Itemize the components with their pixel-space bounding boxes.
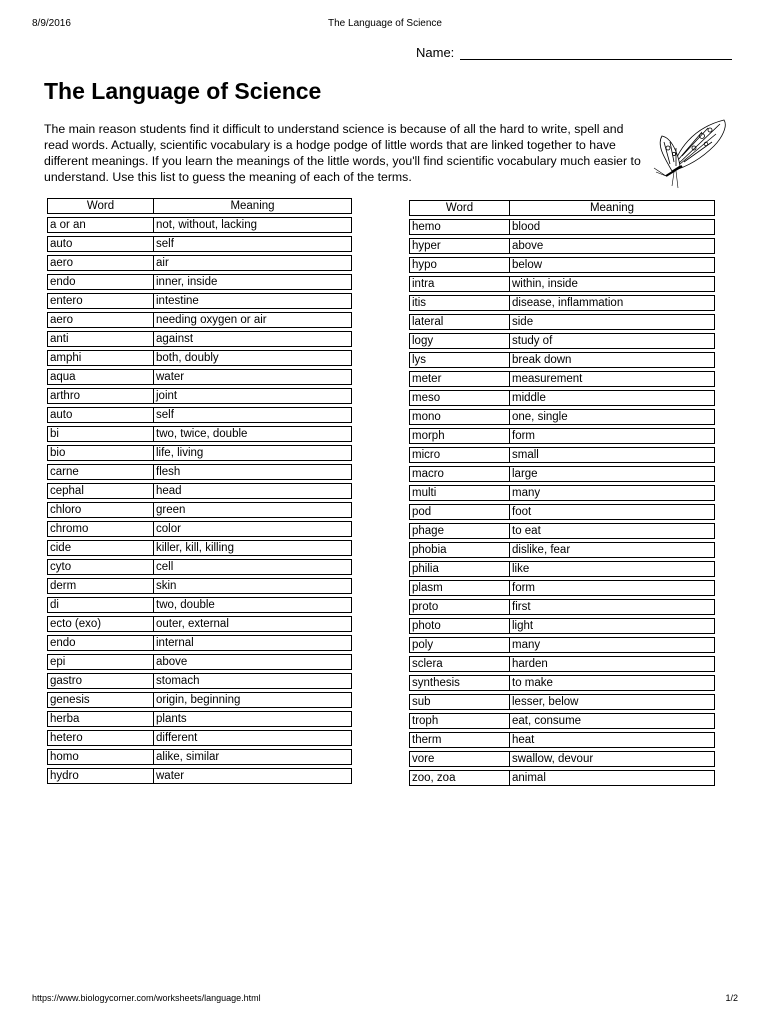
table-row (47, 540, 352, 556)
meaning-cell: origin, beginning (153, 692, 352, 708)
meaning-cell: above (509, 238, 715, 254)
meaning-cell: skin (153, 578, 352, 594)
name-blank-line (460, 45, 732, 60)
meaning-cell: air (153, 255, 352, 271)
table-row (47, 312, 352, 328)
table-row (409, 599, 715, 615)
table-row (47, 331, 352, 347)
word-cell: proto (409, 599, 509, 615)
word-cell: hyper (409, 238, 509, 254)
meaning-cell: to make (509, 675, 715, 691)
word-cell: carne (47, 464, 153, 480)
table-row (409, 238, 715, 254)
table-row (409, 314, 715, 330)
meaning-cell: form (509, 428, 715, 444)
word-cell: cyto (47, 559, 153, 575)
table-row (47, 407, 352, 423)
table-row (409, 656, 715, 672)
meaning-cell: foot (509, 504, 715, 520)
word-cell: hetero (47, 730, 153, 746)
table-row (47, 464, 352, 480)
meaning-cell: many (509, 637, 715, 653)
word-cell: di (47, 597, 153, 613)
word-cell: vore (409, 751, 509, 767)
meaning-cell: plants (153, 711, 352, 727)
meaning-cell: lesser, below (509, 694, 715, 710)
word-cell: poly (409, 637, 509, 653)
meaning-cell: against (153, 331, 352, 347)
word-cell: zoo, zoa (409, 770, 509, 786)
table-row (47, 483, 352, 499)
meaning-cell: both, doubly (153, 350, 352, 366)
table-row (47, 502, 352, 518)
table-row (47, 426, 352, 442)
table-row (409, 561, 715, 577)
table-row (47, 350, 352, 366)
meaning-cell: swallow, devour (509, 751, 715, 767)
word-cell: pod (409, 504, 509, 520)
word-column-header: Word (409, 200, 509, 216)
meaning-cell: cell (153, 559, 352, 575)
word-cell: anti (47, 331, 153, 347)
meaning-cell: alike, similar (153, 749, 352, 765)
word-cell: hemo (409, 219, 509, 235)
word-cell: multi (409, 485, 509, 501)
meaning-cell: water (153, 768, 352, 784)
meaning-cell: below (509, 257, 715, 273)
print-footer-page-number: 1/2 (725, 993, 738, 1003)
meaning-column-header: Meaning (153, 198, 352, 214)
meaning-cell: first (509, 599, 715, 615)
word-cell: morph (409, 428, 509, 444)
table-row (409, 257, 715, 273)
meaning-cell: flesh (153, 464, 352, 480)
meaning-cell: different (153, 730, 352, 746)
table-row (409, 428, 715, 444)
table-row (409, 618, 715, 634)
table-row (409, 732, 715, 748)
table-row (47, 217, 352, 233)
word-cell: endo (47, 274, 153, 290)
table-row (47, 673, 352, 689)
meaning-cell: dislike, fear (509, 542, 715, 558)
word-cell: epi (47, 654, 153, 670)
meaning-cell: measurement (509, 371, 715, 387)
meaning-cell: self (153, 407, 352, 423)
word-cell: sclera (409, 656, 509, 672)
meaning-cell: head (153, 483, 352, 499)
print-header-date: 8/9/2016 (32, 18, 71, 29)
word-cell: hydro (47, 768, 153, 784)
word-cell: entero (47, 293, 153, 309)
word-cell: chromo (47, 521, 153, 537)
print-footer-url: https://www.biologycorner.com/worksheets/language.html (32, 993, 261, 1003)
meaning-cell: many (509, 485, 715, 501)
word-column-header: Word (47, 198, 153, 214)
intro-paragraph: The main reason students find it difficult to understand science is because of all the hard to write, spell and read words. Actually, scientific vocabulary is a hodge podge of little words that are linked together to have different meanings. If you learn the meanings of the little words, you'll find scientific vocabulary much easier to understand. Use this list to guess the meaning of each of the terms. (44, 122, 641, 184)
meaning-cell: small (509, 447, 715, 463)
word-cell: meter (409, 371, 509, 387)
meaning-cell: blood (509, 219, 715, 235)
table-row (47, 635, 352, 651)
meaning-cell: two, twice, double (153, 426, 352, 442)
word-cell: itis (409, 295, 509, 311)
table-row (409, 504, 715, 520)
table-row (47, 521, 352, 537)
table-row (409, 333, 715, 349)
word-cell: gastro (47, 673, 153, 689)
word-cell: meso (409, 390, 509, 406)
word-cell: phobia (409, 542, 509, 558)
table-row (409, 751, 715, 767)
word-cell: homo (47, 749, 153, 765)
word-cell: macro (409, 466, 509, 482)
meaning-cell: harden (509, 656, 715, 672)
table-row (47, 597, 352, 613)
word-cell: photo (409, 618, 509, 634)
word-cell: auto (47, 236, 153, 252)
meaning-cell: animal (509, 770, 715, 786)
table-row (409, 675, 715, 691)
word-cell: plasm (409, 580, 509, 596)
word-cell: bio (47, 445, 153, 461)
meaning-cell: joint (153, 388, 352, 404)
word-cell: cide (47, 540, 153, 556)
meaning-cell: green (153, 502, 352, 518)
table-row (47, 274, 352, 290)
meaning-cell: light (509, 618, 715, 634)
meaning-cell: two, double (153, 597, 352, 613)
table-row (409, 542, 715, 558)
word-cell: hypo (409, 257, 509, 273)
name-label: Name: (416, 45, 455, 60)
table-row (47, 388, 352, 404)
table-header-row (47, 198, 352, 214)
word-cell: aqua (47, 369, 153, 385)
meaning-cell: stomach (153, 673, 352, 689)
meaning-cell: not, without, lacking (153, 217, 352, 233)
word-cell: lys (409, 352, 509, 368)
word-cell: chloro (47, 502, 153, 518)
word-cell: ecto (exo) (47, 616, 153, 632)
word-cell: endo (47, 635, 153, 651)
prefix-table-right (409, 197, 715, 789)
word-cell: lateral (409, 314, 509, 330)
meaning-cell: form (509, 580, 715, 596)
meaning-cell: inner, inside (153, 274, 352, 290)
word-cell: aero (47, 312, 153, 328)
word-cell: micro (409, 447, 509, 463)
word-cell: logy (409, 333, 509, 349)
meaning-cell: needing oxygen or air (153, 312, 352, 328)
word-cell: derm (47, 578, 153, 594)
word-cell: intra (409, 276, 509, 292)
butterfly-illustration (632, 116, 732, 196)
table-row (47, 749, 352, 765)
meaning-cell: above (153, 654, 352, 670)
table-row (47, 293, 352, 309)
word-cell: auto (47, 407, 153, 423)
table-row (409, 390, 715, 406)
table-row (409, 523, 715, 539)
table-row (409, 295, 715, 311)
meaning-cell: middle (509, 390, 715, 406)
table-row (47, 768, 352, 784)
word-cell: phage (409, 523, 509, 539)
table-row (47, 236, 352, 252)
word-cell: arthro (47, 388, 153, 404)
word-cell: troph (409, 713, 509, 729)
table-row (47, 445, 352, 461)
table-row (409, 580, 715, 596)
table-row (47, 711, 352, 727)
meaning-cell: life, living (153, 445, 352, 461)
table-row (409, 485, 715, 501)
meaning-cell: heat (509, 732, 715, 748)
table-row (409, 371, 715, 387)
meaning-cell: one, single (509, 409, 715, 425)
meaning-cell: water (153, 369, 352, 385)
meaning-cell: like (509, 561, 715, 577)
meaning-cell: self (153, 236, 352, 252)
meaning-cell: study of (509, 333, 715, 349)
table-row (47, 654, 352, 670)
prefix-table-left (47, 195, 352, 787)
table-row (409, 409, 715, 425)
table-row (47, 578, 352, 594)
table-row (409, 352, 715, 368)
word-cell: genesis (47, 692, 153, 708)
meaning-cell: within, inside (509, 276, 715, 292)
table-row (47, 616, 352, 632)
word-cell: cephal (47, 483, 153, 499)
table-row (409, 637, 715, 653)
name-field (416, 45, 732, 60)
meaning-cell: break down (509, 352, 715, 368)
word-cell: amphi (47, 350, 153, 366)
table-row (47, 255, 352, 271)
meaning-cell: large (509, 466, 715, 482)
word-cell: philia (409, 561, 509, 577)
meaning-cell: killer, kill, killing (153, 540, 352, 556)
word-cell: synthesis (409, 675, 509, 691)
table-row (47, 692, 352, 708)
print-header-title: The Language of Science (328, 18, 442, 29)
word-cell: sub (409, 694, 509, 710)
table-row (409, 276, 715, 292)
word-cell: bi (47, 426, 153, 442)
word-cell: therm (409, 732, 509, 748)
table-row (409, 713, 715, 729)
meaning-column-header: Meaning (509, 200, 715, 216)
table-row (409, 694, 715, 710)
meaning-cell: internal (153, 635, 352, 651)
table-header-row (409, 200, 715, 216)
word-cell: mono (409, 409, 509, 425)
meaning-cell: disease, inflammation (509, 295, 715, 311)
meaning-cell: intestine (153, 293, 352, 309)
meaning-cell: color (153, 521, 352, 537)
table-row (47, 369, 352, 385)
table-row (47, 730, 352, 746)
table-row (409, 219, 715, 235)
word-cell: herba (47, 711, 153, 727)
table-row (47, 559, 352, 575)
word-cell: aero (47, 255, 153, 271)
word-cell: a or an (47, 217, 153, 233)
meaning-cell: eat, consume (509, 713, 715, 729)
meaning-cell: to eat (509, 523, 715, 539)
table-row (409, 770, 715, 786)
meaning-cell: outer, external (153, 616, 352, 632)
table-row (409, 466, 715, 482)
meaning-cell: side (509, 314, 715, 330)
page-title: The Language of Science (44, 78, 322, 104)
table-row (409, 447, 715, 463)
